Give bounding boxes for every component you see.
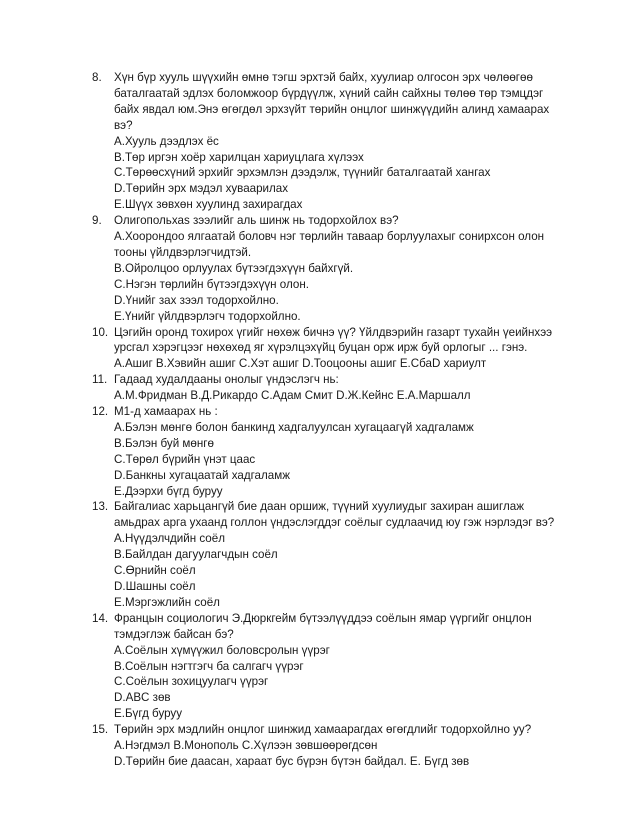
answer-option: Е.Шүүх зөвхөн хуулинд захирагдах xyxy=(114,198,303,212)
question-number: 12. xyxy=(92,405,109,419)
question-text-line: байх явдал юм.Энэ өгөгдөл эрхзүйт төрийн онцлог шинжүүдийн алинд хамаарах xyxy=(114,102,550,116)
question-text-line: М1-д хамаарах нь : xyxy=(114,405,218,419)
question-text-line: Олигопольхаs зээлийг аль шинж нь тодорхойлох вэ? xyxy=(114,214,399,228)
question-9 xyxy=(92,213,562,324)
answer-option: А.М.Фридман В.Д.Рикардо С.Адам Смит D.Ж.Кейнс Е.А.Маршалл xyxy=(114,389,471,403)
answer-option: В.Ойролцоо орлуулах бүтээгдэхүүн байхгүй. xyxy=(114,261,354,275)
answer-option: С.Төрөөсхүний эрхийг эрхэмлэн дээдэлж, түүнийг баталгаатай хангах xyxy=(114,166,491,180)
question-text-line: урсгал хэрэгцээг нөхөхөд яг хүрэлцэхүйц буцан орж ирж буй орлогыг ... гэнэ. xyxy=(114,341,528,355)
question-text-line: вэ? xyxy=(114,118,133,132)
answer-option: Е.Бүгд буруу xyxy=(114,707,183,721)
question-text-line: Хүн бүр хууль шүүхийн өмнө тэгш эрхтэй байх, хуулиар олгосон эрх чөлөөгөө xyxy=(114,71,533,84)
answer-option: А.Соёлын хүмүүжил боловсролын үүрэг xyxy=(114,643,330,657)
question-number: 9. xyxy=(92,214,102,228)
question-13 xyxy=(92,499,562,610)
answer-option: Е.Дээрхи бүгд буруу xyxy=(114,484,223,498)
question-text-line: баталгаатай эдлэх боломжоор бүрдүүлж, хүний сайн сайхны төлөө төр тэмцдэг xyxy=(114,86,544,100)
answer-option: D.Үнийг зах зээл тодорхойлно. xyxy=(114,293,279,307)
answer-option: Е.Мэргэжлийн соёл xyxy=(114,595,220,609)
answer-option: В.Бэлэн буй мөнгө xyxy=(114,436,214,450)
answer-option: тооны үйлдвэрлэгчидтэй. xyxy=(114,245,252,259)
question-list xyxy=(92,70,562,770)
answer-option: Е.Үнийг үйлдвэрлэгч тодорхойлно. xyxy=(114,309,301,323)
answer-option: D.Төрийн эрх мэдэл хуваарилах xyxy=(114,182,289,196)
answer-option: С.Соёлын зохицуулагч үүрэг xyxy=(114,675,269,689)
question-15 xyxy=(92,722,562,770)
answer-option: А.Нэгдмэл В.Монополь С.Хүлээн зөвшөөрөгдсөн xyxy=(114,739,378,753)
question-12 xyxy=(92,404,562,499)
answer-option: D.Шашны соёл xyxy=(114,580,196,593)
question-11 xyxy=(92,372,562,404)
question-8 xyxy=(92,70,562,213)
question-number: 14. xyxy=(92,611,109,625)
question-text-line: амьдрах арга ухаанд голлон үндэслэгддэг соёлыг судлаачид юу гэж нэрлэдэг вэ? xyxy=(114,516,555,530)
answer-option: D.Банкны хугацаатай хадгаламж xyxy=(114,468,290,482)
question-number: 11. xyxy=(92,373,108,387)
answer-option: С.Нэгэн төрлийн бүтээгдэхүүн олон. xyxy=(114,277,309,291)
answer-option: А.Ашиг В.Хэвийн ашиг С.Хэт ашиг D.Тооцооны ашиг Е.СбаD хариулт xyxy=(114,357,487,371)
question-text-line: Гадаад худалдааны онолыг үндэслэгч нь: xyxy=(114,373,339,387)
answer-option: А.Бэлэн мөнгө болон банкинд хадгалуулсан хугацаагүй хадгаламж xyxy=(114,420,474,434)
question-text-line: Цэгийн оронд тохирох үгийг нөхөж бичнэ үү? Үйлдвэрийн газарт тухайн үеийнхээ xyxy=(114,325,553,339)
question-number: 8. xyxy=(92,71,102,84)
answer-option: D.ABC зөв xyxy=(114,691,171,705)
answer-option: А.Хоорондоо ялгаатай боловч нэг төрлийн тавааp борлуулахыг сонирхсон олон xyxy=(114,230,545,244)
answer-option: В.Байлдан дагуулагчдын соёл xyxy=(114,548,278,562)
question-number: 15. xyxy=(92,723,109,737)
question-text-line: Төрийн эрх мэдлийн онцлог шинжид хамаарагдах өгөгдлийг тодорхойлно уу? xyxy=(114,723,532,737)
question-text-line: Байгалиас харьцангүй бие даан оршиж, түүний хуулиудыг захиран ашиглаж xyxy=(114,500,524,514)
question-number: 10. xyxy=(92,325,109,339)
answer-option: В.Төр иргэн хоёр харилцан хариуцлага хүлээх xyxy=(114,150,364,164)
question-number: 13. xyxy=(92,500,109,514)
answer-option: А.Хууль дээдлэх ёс xyxy=(114,134,219,148)
answer-option: В.Соёлын нэгтгэгч ба салгагч үүрэг xyxy=(114,659,304,673)
question-10 xyxy=(92,325,562,373)
answer-option: D.Төрийн бие даасан, хараат бус бүрэн бүтэн байдал. Е. Бүгд зөв xyxy=(114,754,470,768)
question-14 xyxy=(92,611,562,722)
question-text-line: тэмдэглэж байсан бэ? xyxy=(114,627,234,641)
answer-option: С.Төрөл бүрийн үнэт цаас xyxy=(114,452,256,466)
question-text-line: Францын социологич Э.Дюркгейм бүтээлүүддээ соёлын ямар үүргийг онцлон xyxy=(114,611,532,625)
answer-option: А.Нүүдэлчдийн соёл xyxy=(114,532,225,546)
answer-option: С.Өрнийн соёл xyxy=(114,564,196,578)
